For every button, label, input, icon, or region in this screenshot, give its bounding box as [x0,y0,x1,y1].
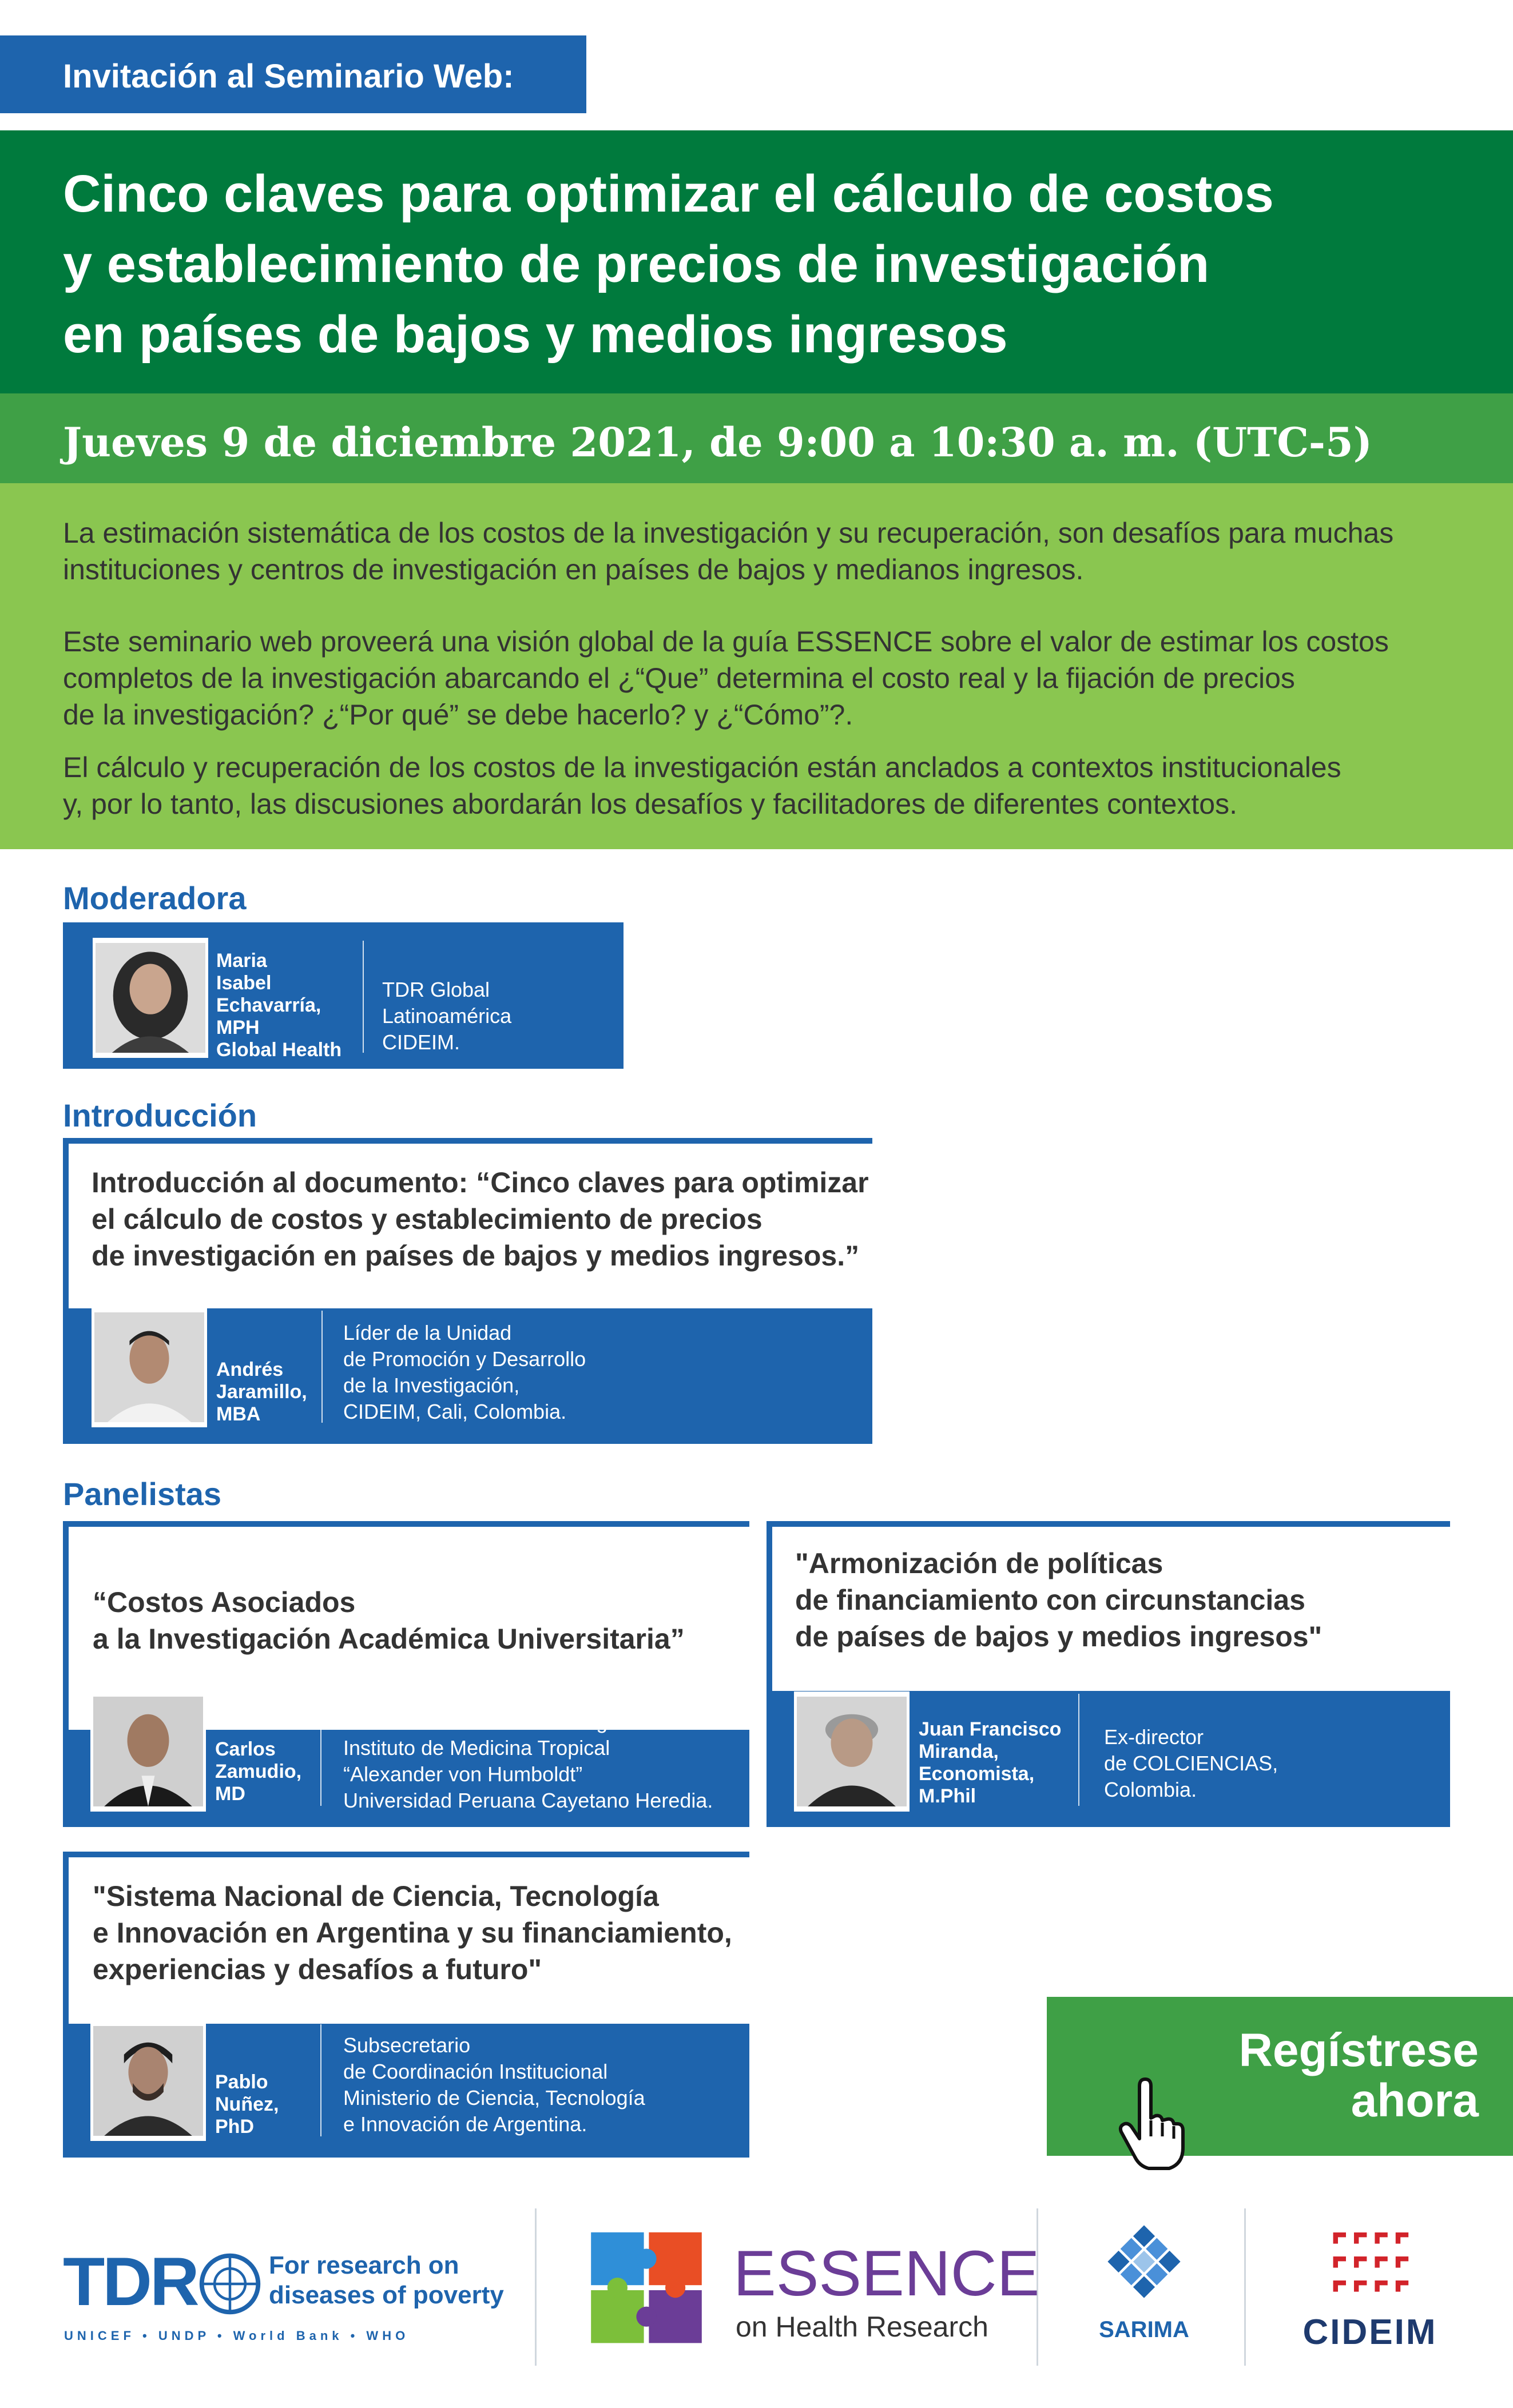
page-title [63,159,1274,370]
speaker-role: Investigador Asociado Jefe de la Oficina de Investigación Instituto de Medicina Tropical “Alexander von Humboldt” Universidad Peruana Cayetano Heredia. [343,1683,713,1812]
panelist-card [767,1521,1450,1827]
register-label: Regístrese [1238,2024,1479,2076]
intro-paragraph-3 [63,749,1459,822]
speaker-role: TDR Global Latinoamérica CIDEIM. [382,978,512,1054]
speaker-name: Juan Francisco Miranda, Economista, M.Phil [919,1718,1062,1807]
intro-line: instituciones y centros de investigación en países de bajos y medianos ingresos. [63,554,1084,586]
talk-topic: “Costos Asociados a la Investigación Académica Universitaria” [69,1527,768,1730]
intro-line: y, por lo tanto, las discusiones abordarán los desafíos y facilitadores de diferentes contextos. [63,788,1238,820]
introduccion-heading: Introducción [63,1097,257,1133]
tdr-sponsors: UNICEF • UNDP • World Bank • WHO [64,2329,410,2343]
tdr-logo [63,2243,521,2350]
un-emblem-icon [198,2252,262,2316]
sarima-logo [1090,2219,1198,2356]
intro-line: El cálculo y recuperación de los costos de la investigación están anclados a contextos institucionales [63,751,1341,783]
divider [320,1694,321,1806]
speaker-role: Subsecretario de Coordinación Institucional Ministerio de Ciencia, Tecnología e Innovación de Argentina. [343,2033,645,2136]
essence-logo [583,2224,1040,2362]
speaker-name: Andrés Jaramillo, MBA [216,1359,307,1425]
essence-subtitle: on Health Research [736,2311,988,2343]
puzzle-icon [583,2224,709,2356]
panelist-card [63,1852,749,2158]
divider [320,2024,321,2136]
hand-cursor-icon [1114,2077,1194,2174]
tdr-tagline: For research on diseases of poverty [269,2251,504,2309]
register-label: ahora [1351,2075,1479,2127]
divider [363,941,364,1053]
intro-paragraph-1 [63,515,1459,588]
divider [1244,2208,1246,2366]
intro-section [0,483,1513,849]
avatar [90,1691,206,1812]
introduccion-card [63,1138,872,1444]
speaker-name: Pablo Nuñez, PhD [215,2071,279,2138]
cideim-wordmark: CIDEIM [1302,2313,1437,2352]
moderadora-heading: Moderadora [63,880,247,916]
title-band [0,130,1513,393]
title-line: y establecimiento de precios de investigación [63,235,1210,293]
talk-topic: "Armonización de políticas de financiamiento con circunstancias de países de bajos y medios ingresos" [772,1527,1467,1691]
intro-line: La estimación sistemática de los costos de la investigación y su recuperación, son desafíos para muchas [63,517,1394,549]
avatar [794,1691,910,1812]
invitation-label: Invitación al Seminario Web: [0,35,586,113]
speaker-name: Maria Isabel Echavarría, MPH Global Health [216,950,342,1061]
speaker-name: Carlos Zamudio, MD [215,1738,302,1805]
talk-topic: Introducción al documento: “Cinco claves para optimizar el cálculo de costos y establecimiento de precios de investigación en países de bajos y medios ingresos.” [69,1144,889,1308]
panelistas-heading: Panelistas [63,1476,222,1512]
intro-line: completos de la investigación abarcando el ¿“Que” determina el costo real y la fijación de precios [63,662,1295,694]
event-date: Jueves 9 de diciembre 2021, de 9:00 a 10:30 a. m. (UTC-5) [0,393,1513,483]
sarima-emblem-icon [1101,2219,1187,2304]
divider [1078,1694,1079,1806]
talk-topic: "Sistema Nacional de Ciencia, Tecnología e Innovación en Argentina y su financiamiento, experiencias y desafíos a futuro" [69,1857,768,2024]
speaker-role: Líder de la Unidad de Promoción y Desarrollo de la Investigación, CIDEIM, Cali, Colombia. [343,1321,586,1423]
intro-paragraph-2 [63,623,1459,733]
title-line: Cinco claves para optimizar el cálculo de costos [63,165,1274,223]
divider [535,2208,537,2366]
tdr-wordmark: TDR [63,2243,197,2320]
essence-wordmark: ESSENCE [733,2238,1040,2309]
sarima-wordmark: SARIMA [1099,2317,1189,2342]
cideim-logo [1284,2227,1456,2359]
divider [321,1311,323,1423]
cideim-emblem-icon [1330,2227,1410,2302]
avatar [92,1307,207,1427]
speaker-role: Ex-director de COLCIENCIAS, Colombia. [1104,1725,1278,1801]
intro-line: de la investigación? ¿“Por qué” se debe hacerlo? y ¿“Cómo”?. [63,699,853,731]
title-line: en países de bajos y medios ingresos [63,305,1008,364]
intro-line: Este seminario web proveerá una visión global de la guía ESSENCE sobre el valor de estimar los costos [63,626,1389,658]
panelist-card [63,1521,749,1827]
avatar [90,2021,206,2141]
avatar [93,938,208,1058]
moderadora-card [63,922,624,1069]
